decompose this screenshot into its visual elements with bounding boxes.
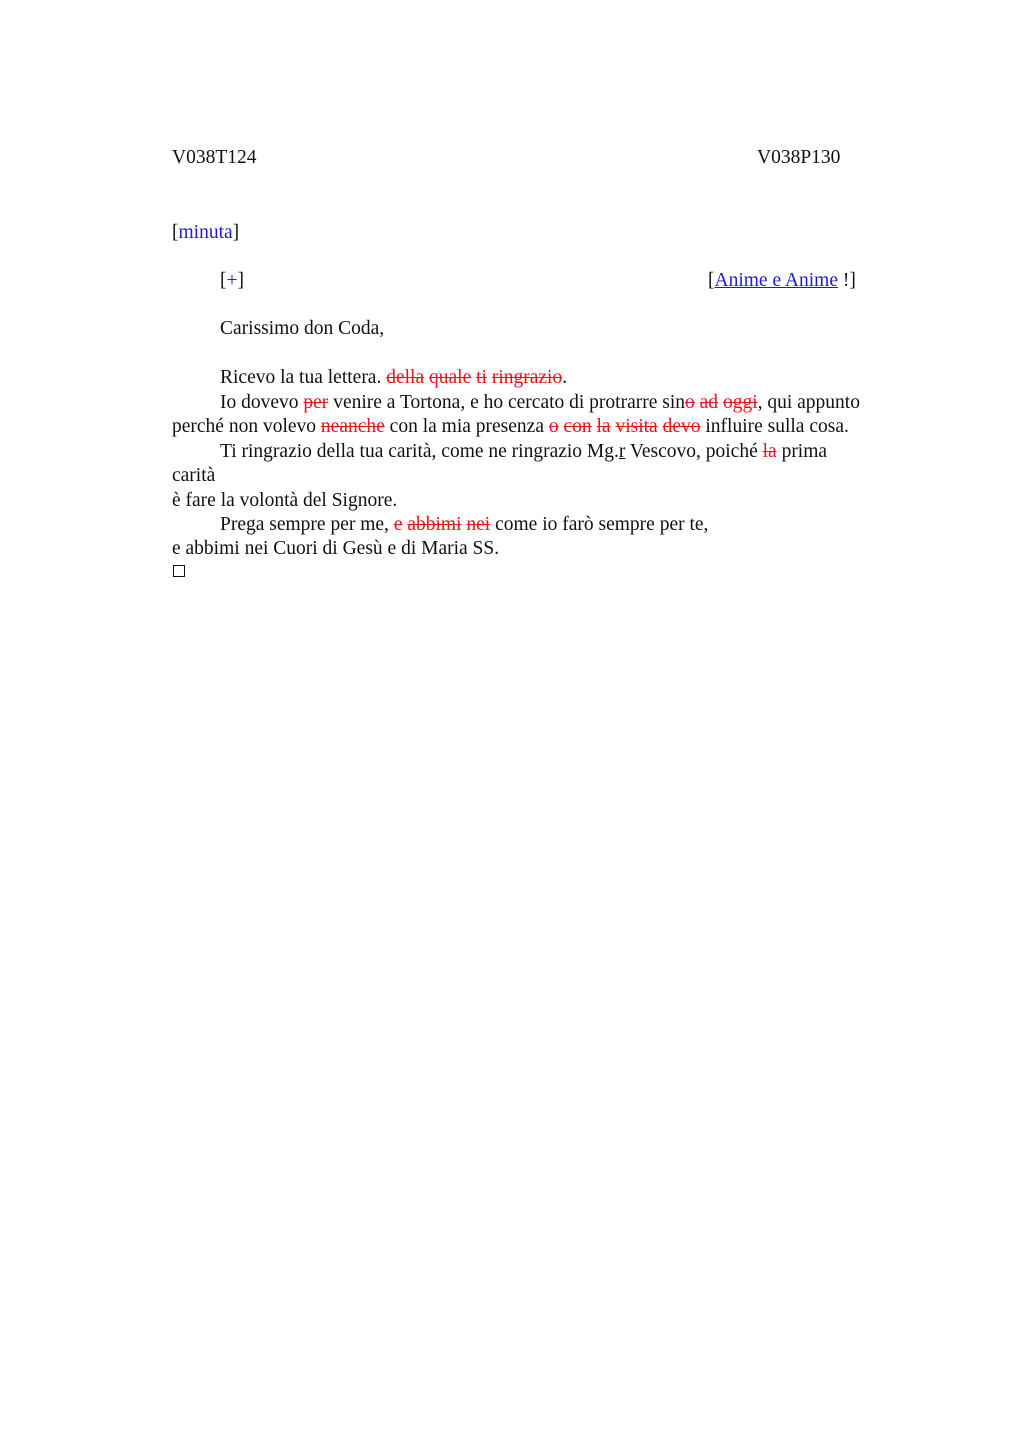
- bracket: [: [220, 270, 227, 291]
- deleted-text: devo: [662, 416, 701, 437]
- document-code-left: V038T124: [172, 147, 257, 168]
- letter-line-7: [220, 513, 708, 537]
- deleted-text: neanche: [320, 416, 385, 437]
- minuta-tag: [172, 221, 239, 245]
- deleted-text: visita: [615, 416, 658, 437]
- text-span: come io farò sempre per te,: [490, 514, 709, 535]
- deleted-text: la: [596, 416, 611, 437]
- end-square-icon: [173, 565, 185, 577]
- minuta-label: minuta: [178, 222, 233, 243]
- anime-marker: [708, 269, 856, 293]
- document-code-right: V038P130: [757, 147, 841, 168]
- text-span: , qui appunto: [757, 392, 860, 413]
- deleted-text: ringrazio: [491, 367, 563, 388]
- letter-line-6: è fare la volontà del Signore.: [172, 490, 398, 511]
- text-span: con la mia presenza: [384, 416, 549, 437]
- text-span: Io dovevo: [220, 392, 304, 413]
- deleted-text: ad: [699, 392, 719, 413]
- deleted-text: oggi: [722, 392, 758, 413]
- deleted-text: o: [548, 416, 559, 437]
- deleted-text: con: [563, 416, 592, 437]
- text-span: influire sulla cosa.: [700, 416, 849, 437]
- deleted-text: abbimi: [407, 514, 462, 535]
- anime-e-anime-link[interactable]: Anime e Anime: [714, 270, 838, 291]
- letter-line-8: e abbimi nei Cuori di Gesù e di Maria SS.: [172, 538, 500, 559]
- text-span: perché non volevo: [172, 416, 321, 437]
- text-span: Ti ringrazio della tua carità, come ne ringrazio Mg.: [220, 441, 619, 462]
- deleted-text: ti: [476, 367, 487, 388]
- bracket: ]: [232, 222, 240, 243]
- letter-line-5: carità: [172, 465, 216, 486]
- plus-marker: [220, 269, 244, 293]
- text-span: .: [562, 367, 568, 388]
- text-span: Prega sempre per me,: [220, 514, 394, 535]
- bracket: !]: [837, 270, 856, 291]
- deleted-text: e: [393, 514, 403, 535]
- underlined-text: r: [618, 441, 626, 462]
- deleted-text: della: [386, 367, 425, 388]
- bracket: ]: [237, 270, 244, 291]
- deleted-text: nei: [466, 514, 491, 535]
- bracket: [: [708, 270, 715, 291]
- text-span: Vescovo, poiché: [625, 441, 763, 462]
- bracket: [: [172, 222, 179, 243]
- deleted-text: per: [303, 392, 329, 413]
- deleted-text: quale: [429, 367, 472, 388]
- text-span: prima: [776, 441, 828, 462]
- letter-line-2: [220, 391, 860, 415]
- letter-line-1: [220, 366, 567, 390]
- deleted-text: o: [685, 392, 695, 413]
- letter-line-3: [172, 415, 849, 439]
- deleted-text: la: [762, 441, 777, 462]
- letter-line-4: [220, 440, 827, 464]
- text-span: venire a Tortona, e ho cercato di protrarre sin: [328, 392, 686, 413]
- text-span: Ricevo la tua lettera.: [220, 367, 387, 388]
- greeting: Carissimo don Coda,: [220, 318, 385, 339]
- plus-link[interactable]: +: [226, 270, 238, 291]
